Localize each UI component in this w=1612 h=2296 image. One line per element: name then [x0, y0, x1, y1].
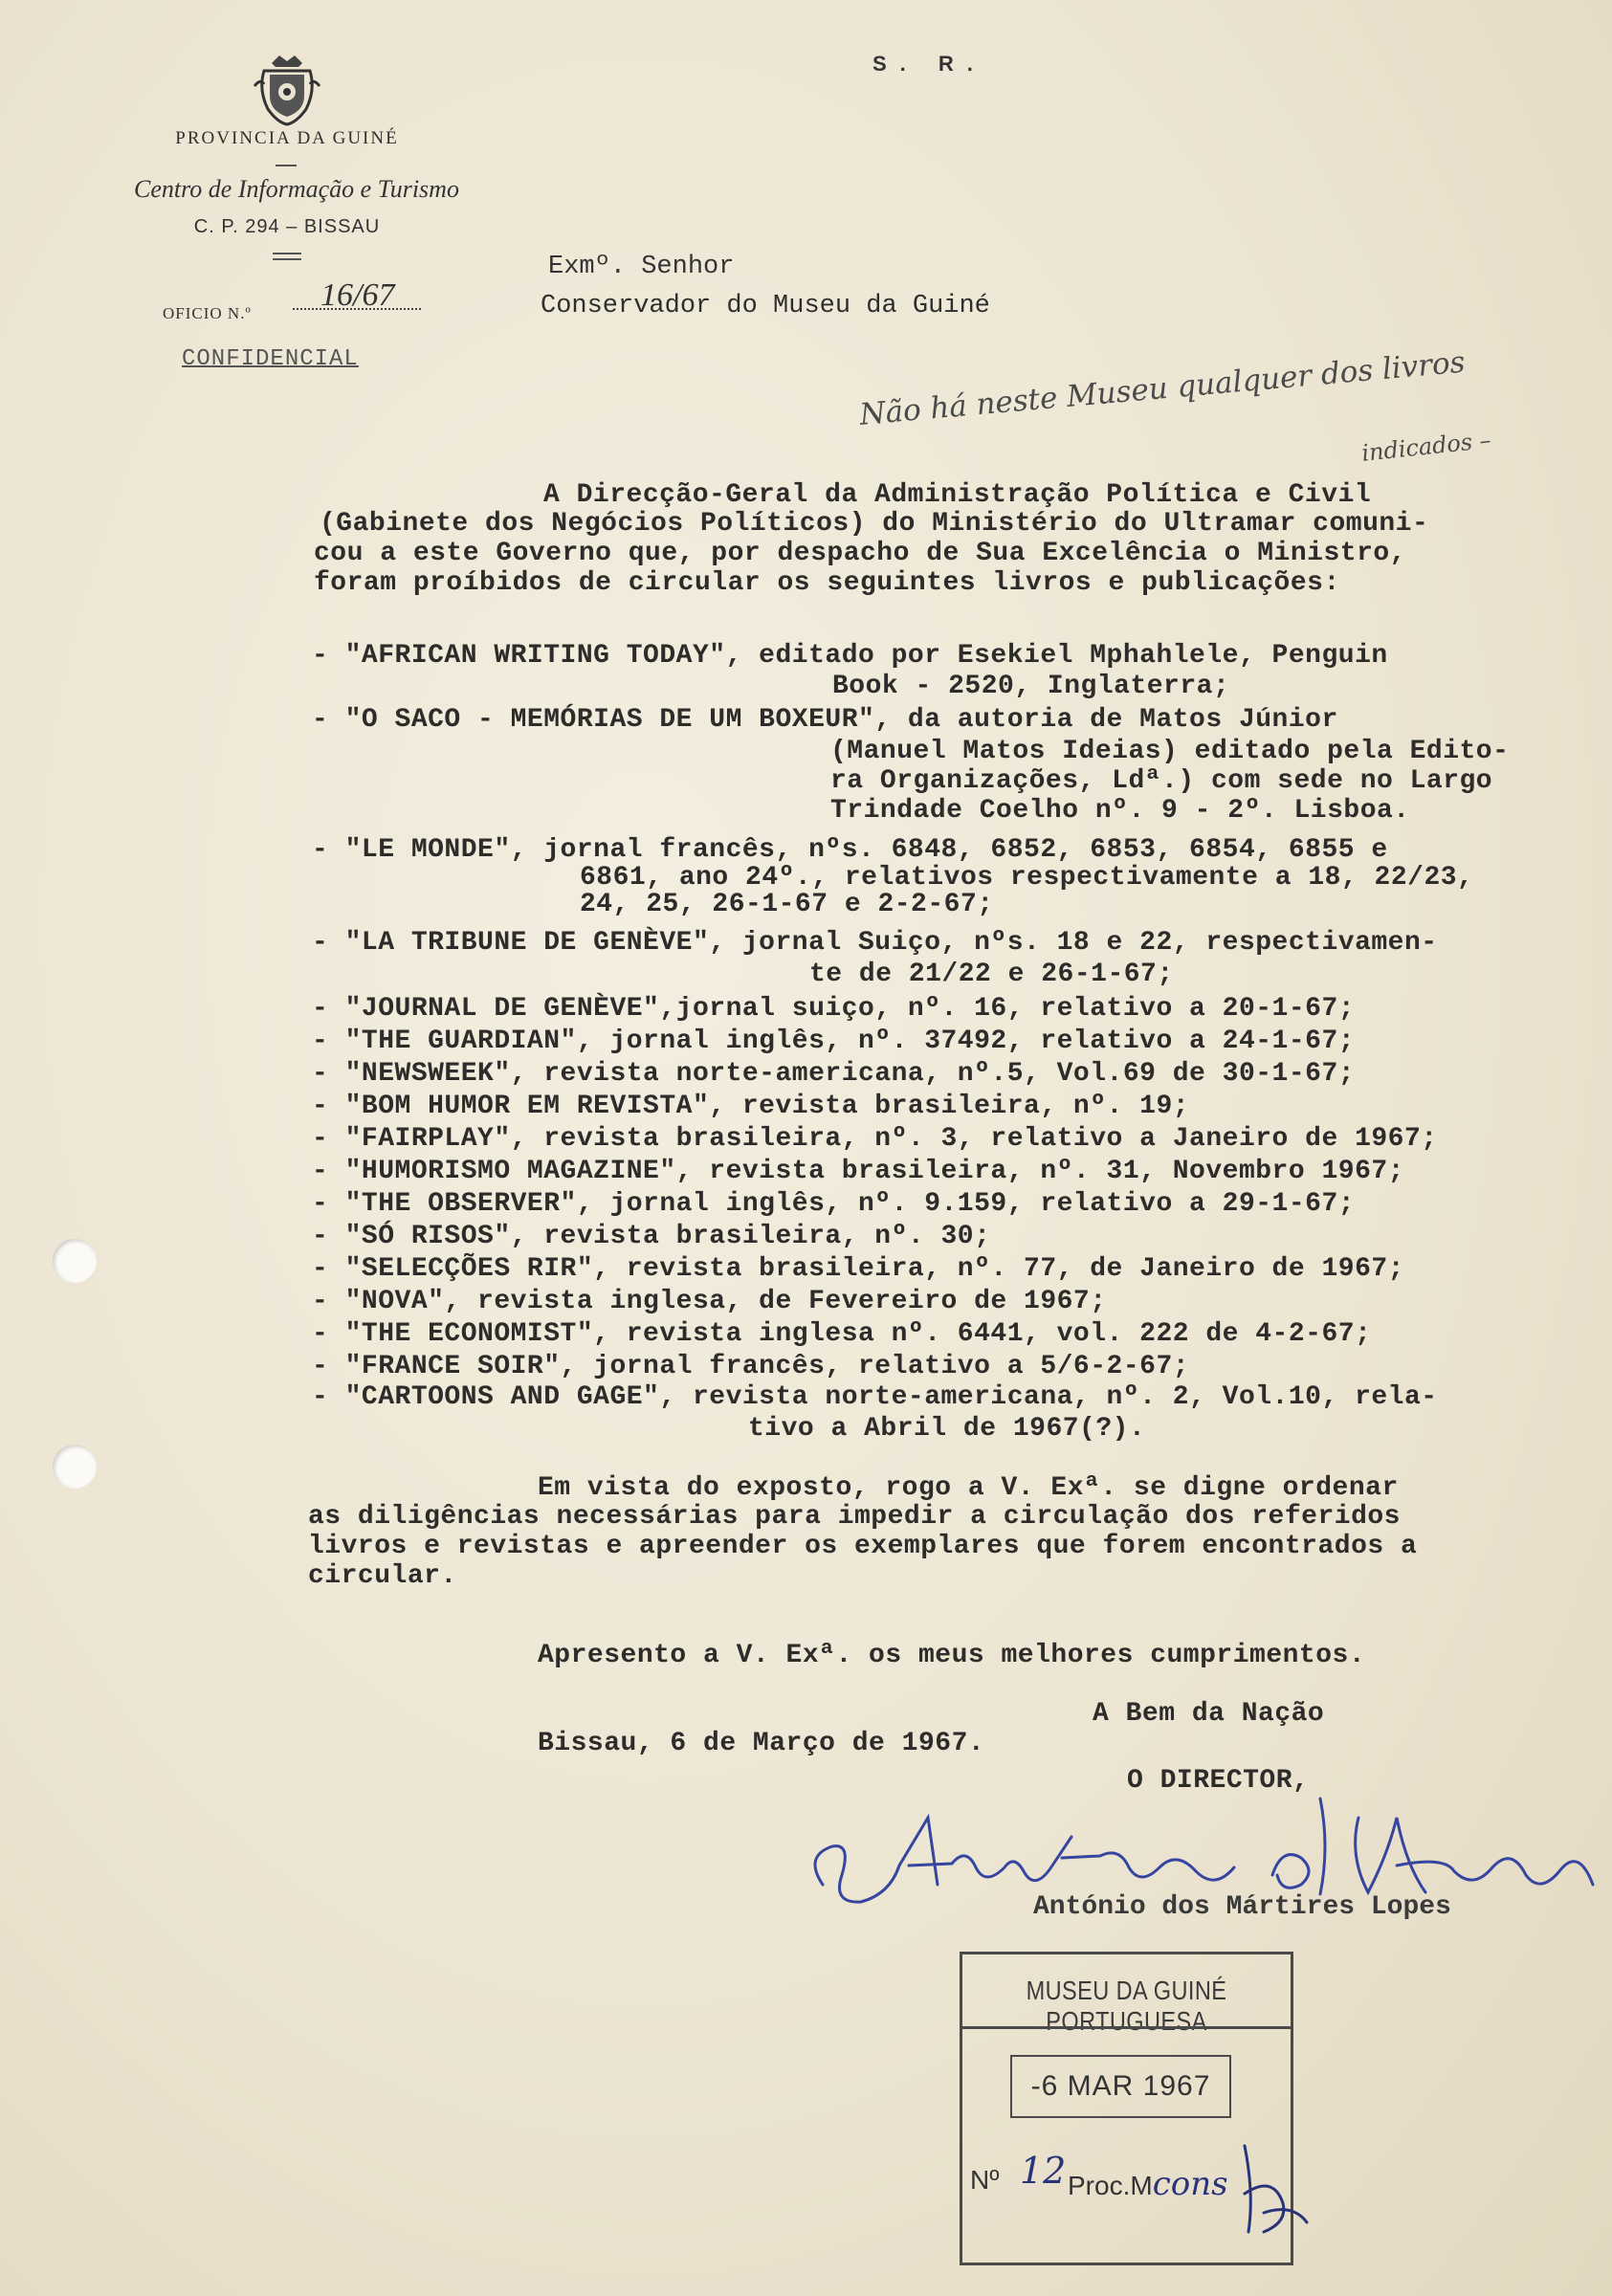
addressee-salutation: Exmº. Senhor: [548, 253, 735, 281]
list-item: - "NOVA", revista inglesa, de Fevereiro de 1967;: [312, 1287, 1107, 1316]
divider: [273, 253, 301, 254]
list-item-continuation: Book - 2520, Inglaterra;: [832, 672, 1230, 701]
oficio-label: OFICIO N.º: [163, 304, 252, 322]
place-date: Bissau, 6 de Março de 1967.: [538, 1729, 985, 1758]
list-item-continuation: Trindade Coelho nº. 9 - 2º. Lisboa.: [830, 796, 1410, 826]
list-item-continuation: ra Organizações, Ldª.) com sede no Largo: [830, 766, 1493, 796]
addressee-title: Conservador do Museu da Guiné: [541, 292, 990, 320]
office-name: Centro de Informação e Turismo: [134, 175, 459, 203]
stamp-proc-label: Proc.M: [1068, 2171, 1153, 2200]
punch-hole: [53, 1239, 97, 1283]
text-line: (Gabinete dos Negócios Políticos) do Ministério do Ultramar comuni-: [320, 509, 1429, 539]
closing-line: Apresento a V. Exª. os meus melhores cumprimentos.: [538, 1641, 1366, 1670]
list-item: - "JOURNAL DE GENÈVE",jornal suiço, nº. 16, relativo a 20-1-67;: [312, 994, 1356, 1024]
list-item: - "FAIRPLAY", revista brasileira, nº. 3, relativo a Janeiro de 1967;: [312, 1124, 1438, 1154]
text-line: circular.: [308, 1561, 457, 1591]
list-item-continuation: 6861, ano 24º., relativos respectivamente a 18, 22/23,: [580, 863, 1474, 893]
list-item: - "O SACO - MEMÓRIAS DE UM BOXEUR", da autoria de Matos Júnior: [312, 705, 1338, 735]
initials-scribble-icon: [1235, 2136, 1312, 2251]
list-item: - "LE MONDE", jornal francês, nºs. 6848, 6852, 6853, 6854, 6855 e: [312, 835, 1388, 865]
text-line: cou a este Governo que, por despacho de Sua Excelência o Ministro,: [314, 539, 1406, 568]
list-item: - "SELECÇÕES RIR", revista brasileira, nº. 77, de Janeiro de 1967;: [312, 1254, 1404, 1284]
list-item: - "THE OBSERVER", jornal inglês, nº. 9.159, relativo a 29-1-67;: [312, 1189, 1356, 1219]
stamp-number-value: 12: [1020, 2150, 1067, 2192]
museum-received-stamp: [960, 1952, 1293, 2265]
list-item: - "THE ECONOMIST", revista inglesa nº. 6441, vol. 222 de 4-2-67;: [312, 1319, 1372, 1349]
list-item-continuation: te de 21/22 e 26-1-67;: [809, 960, 1174, 989]
list-item: - "CARTOONS AND GAGE", revista norte-americana, nº. 2, Vol.10, rela-: [312, 1382, 1438, 1412]
motto: A Bem da Nação: [1093, 1699, 1325, 1729]
list-item: - "FRANCE SOIR", jornal francês, relativo a 5/6-2-67;: [312, 1352, 1190, 1381]
list-item: - "NEWSWEEK", revista norte-americana, nº.5, Vol.69 de 30-1-67;: [312, 1059, 1356, 1089]
confidential-stamp: CONFIDENCIAL: [182, 346, 359, 372]
text-line: livros e revistas e apreender os exemplares que forem encontrados a: [308, 1532, 1418, 1561]
text-line: A Direcção-Geral da Administração Política e Civil: [543, 480, 1372, 510]
text-line: Em vista do exposto, rogo a V. Exª. se digne ordenar: [538, 1473, 1399, 1503]
list-item: - "THE GUARDIAN", jornal inglês, nº. 37492, relativo a 24-1-67;: [312, 1027, 1356, 1056]
text-line: foram proíbidos de circular os seguintes livros e publicações:: [314, 568, 1340, 598]
oficio-number: 16/67: [320, 277, 395, 313]
stamp-title: MUSEU DA GUINÉ PORTUGUESA: [1026, 1976, 1227, 2036]
classification-mark: S. R.: [872, 52, 986, 76]
handwritten-note: Não há neste Museu qualquer dos livros: [858, 344, 1467, 432]
stamp-proc-value: cons: [1152, 2165, 1228, 2203]
signer-title: O DIRECTOR,: [1127, 1766, 1310, 1796]
text-line: as diligências necessárias para impedir a circulação dos referidos: [308, 1502, 1401, 1532]
stamp-divider: [962, 2026, 1291, 2029]
divider: [276, 165, 297, 166]
handwritten-note: indicados –: [1360, 426, 1492, 467]
stamp-number-label: Nº: [970, 2165, 1000, 2195]
punch-hole: [53, 1445, 97, 1489]
stamp-date: -6 MAR 1967: [1010, 2055, 1231, 2118]
postal-box: C. P. 294 – BISSAU: [193, 216, 381, 237]
list-item-continuation: (Manuel Matos Ideias) editado pela Edito-: [830, 737, 1510, 766]
list-item-continuation: 24, 25, 26-1-67 e 2-2-67;: [580, 890, 994, 919]
province-name: PROVINCIA DA GUINÉ: [175, 128, 399, 148]
list-item: - "HUMORISMO MAGAZINE", revista brasileira, nº. 31, Novembro 1967;: [312, 1157, 1404, 1186]
stamp-proc: [1068, 2165, 1228, 2203]
list-item-continuation: tivo a Abril de 1967(?).: [748, 1414, 1146, 1444]
list-item: - "BOM HUMOR EM REVISTA", revista brasileira, nº. 19;: [312, 1092, 1190, 1121]
list-item: - "LA TRIBUNE DE GENÈVE", jornal Suiço, nºs. 18 e 22, respectivamen-: [312, 928, 1438, 958]
list-item: - "SÓ RISOS", revista brasileira, nº. 30;: [312, 1222, 991, 1251]
coat-of-arms-icon: [251, 52, 323, 128]
signer-name: António dos Mártires Lopes: [1033, 1892, 1451, 1922]
divider: [273, 258, 301, 260]
list-item: - "AFRICAN WRITING TODAY", editado por Esekiel Mphahlele, Penguin: [312, 641, 1388, 671]
